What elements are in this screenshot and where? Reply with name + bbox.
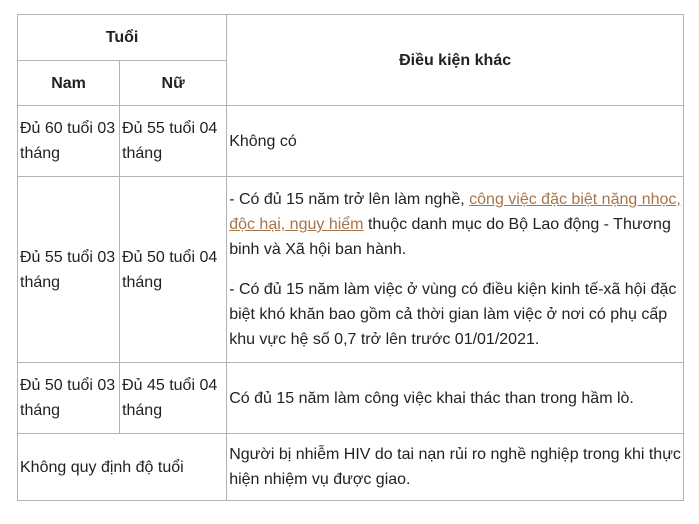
condition-paragraph: - Có đủ 15 năm làm việc ở vùng có điều kiện kinh tế-xã hội đặc biệt khó khăn bao gồm cả thời gian làm việc ở nơi có phụ cấp khu vực hệ số 0,7 trở lên trước 01/01/2021. [229, 281, 677, 348]
header-male: Nam [18, 61, 120, 106]
table-row [18, 106, 684, 177]
cell-male-age: Đủ 50 tuổi 03 tháng [18, 363, 120, 434]
condition-paragraph [229, 187, 681, 262]
table-row [18, 177, 684, 363]
condition-text: thuộc danh mục do Bộ Lao động - Thương binh và Xã hội ban hành. [229, 216, 671, 258]
condition-text: - Có đủ 15 năm trở lên làm nghề, [229, 191, 470, 208]
header-female: Nữ [120, 61, 227, 106]
header-age: Tuổi [18, 15, 227, 61]
header-row-1 [18, 15, 684, 61]
retirement-conditions-table [17, 14, 684, 501]
header-other-conditions: Điều kiện khác [227, 15, 684, 106]
cell-condition: Có đủ 15 năm làm công việc khai thác than trong hầm lò. [227, 363, 684, 434]
cell-condition: Người bị nhiễm HIV do tai nạn rủi ro nghề nghiệp trong khi thực hiện nhiệm vụ được giao. [227, 434, 684, 501]
cell-female-age: Đủ 45 tuổi 04 tháng [120, 363, 227, 434]
table-row [18, 363, 684, 434]
table-row [18, 434, 684, 501]
cell-female-age: Đủ 55 tuổi 04 tháng [120, 106, 227, 177]
cell-male-age: Đủ 60 tuổi 03 tháng [18, 106, 120, 177]
cell-condition [227, 177, 684, 363]
cell-female-age: Đủ 50 tuổi 04 tháng [120, 177, 227, 363]
cell-age-unspecified: Không quy định độ tuổi [18, 434, 227, 501]
cell-condition: Không có [227, 106, 684, 177]
hazardous-jobs-link[interactable]: công việc đặc biệt nặng nhọc, độc hại, nguy hiểm [229, 191, 681, 233]
cell-male-age: Đủ 55 tuổi 03 tháng [18, 177, 120, 363]
